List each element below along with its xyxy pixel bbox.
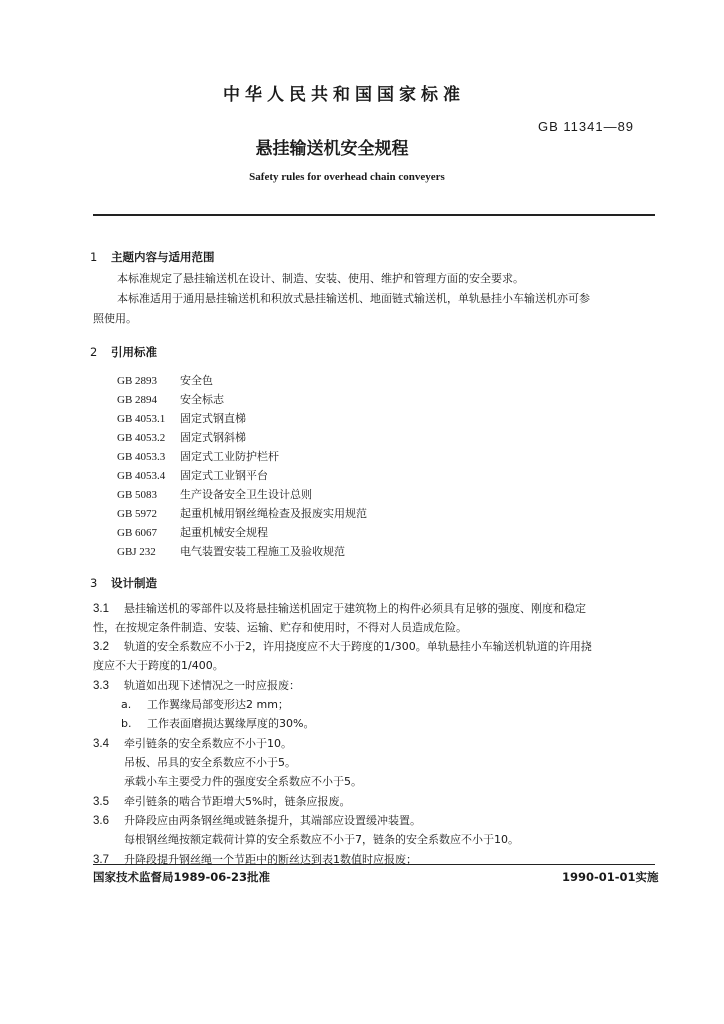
section-title: 主题内容与适用范围 [111, 250, 215, 264]
reference-item: GB 4053.1 固定式钢直梯 [117, 412, 246, 425]
section-number: 3 [90, 576, 98, 590]
section-title: 设计制造 [111, 576, 157, 590]
clause-3-4-line-2: 吊板、吊具的安全系数应不小于5。 [124, 756, 296, 769]
clause-3-7: 3.7 升降段提升钢丝绳一个节距中的断丝达到表1数值时应报废； [93, 853, 417, 866]
clause-3-3-item-b: b. 工作表面磨损达翼缘厚度的30%。 [121, 717, 315, 730]
clause-3-2-cont: 度应不大于跨度的1/400。 [93, 659, 224, 672]
clause-3-5: 3.5 牵引链条的啮合节距增大5%时，链条应报废。 [93, 795, 351, 808]
section-title: 引用标准 [111, 345, 157, 359]
clause-3-1: 3.1 悬挂输送机的零部件以及将悬挂输送机固定于建筑物上的构件必须具有足够的强度、刚度和稳定 [93, 602, 586, 615]
reference-item: GB 5083 生产设备安全卫生设计总则 [117, 488, 312, 501]
reference-item: GB 4053.2 固定式钢斜梯 [117, 431, 246, 444]
footer-divider [93, 864, 655, 865]
section-1-paragraph-1: 本标准规定了悬挂输送机在设计、制造、安装、使用、维护和管理方面的安全要求。 [117, 272, 524, 285]
section-1-heading [90, 249, 215, 265]
reference-item: GB 4053.4 固定式工业钢平台 [117, 469, 268, 482]
clause-3-1-cont: 性，在按规定条件制造、安装、运输、贮存和使用时，不得对人员造成危险。 [93, 621, 467, 634]
standard-code: GB 11341—89 [538, 119, 635, 134]
clause-3-4-line-3: 承载小车主要受力件的强度安全系数应不小于5。 [124, 775, 362, 788]
reference-item: GB 2893 安全色 [117, 374, 213, 387]
reference-item: GBJ 232 电气装置安装工程施工及验收规范 [117, 545, 345, 558]
reference-item: GB 4053.3 固定式工业防护栏杆 [117, 450, 279, 463]
reference-item: GB 5972 起重机械用钢丝绳检查及报废实用规范 [117, 507, 367, 520]
section-3-heading [90, 575, 157, 591]
header-divider [93, 214, 655, 216]
document-title: 悬挂输送机安全规程 [255, 139, 409, 159]
reference-item: GB 2894 安全标志 [117, 393, 224, 406]
section-1-paragraph-2: 本标准适用于通用悬挂输送机和积放式悬挂输送机、地面链式输送机，单轨悬挂小车输送机亦可参 [117, 292, 590, 305]
document-title-english: Safety rules for overhead chain conveyers [249, 171, 445, 183]
clause-3-6-line-2: 每根钢丝绳按额定载荷计算的安全系数应不小于7，链条的安全系数应不小于10。 [124, 833, 519, 846]
reference-item: GB 6067 起重机械安全规程 [117, 526, 268, 539]
clause-3-6: 3.6 升降段应由两条钢丝绳或链条提升，其端部应设置缓冲装置。 [93, 814, 421, 827]
clause-3-2: 3.2 轨道的安全系数应不小于2，许用挠度应不大于跨度的1/300。单轨悬挂小车输送机轨道的许用挠 [93, 640, 592, 653]
section-number: 1 [90, 250, 98, 264]
approval-line: 国家技术监督局1989-06-23批准 [93, 870, 271, 884]
clause-3-3-item-a: a. 工作翼缘局部变形达2 mm； [121, 698, 289, 711]
standard-org-title: 中华人民共和国国家标准 [223, 85, 465, 105]
clause-3-4: 3.4 牵引链条的安全系数应不小于10。 [93, 737, 292, 750]
section-1-paragraph-2-cont: 照使用。 [93, 312, 137, 325]
effective-date: 1990-01-01实施 [562, 870, 659, 884]
section-number: 2 [90, 345, 98, 359]
section-2-heading [90, 344, 157, 360]
clause-3-3: 3.3 轨道如出现下述情况之一时应报废： [93, 679, 300, 692]
